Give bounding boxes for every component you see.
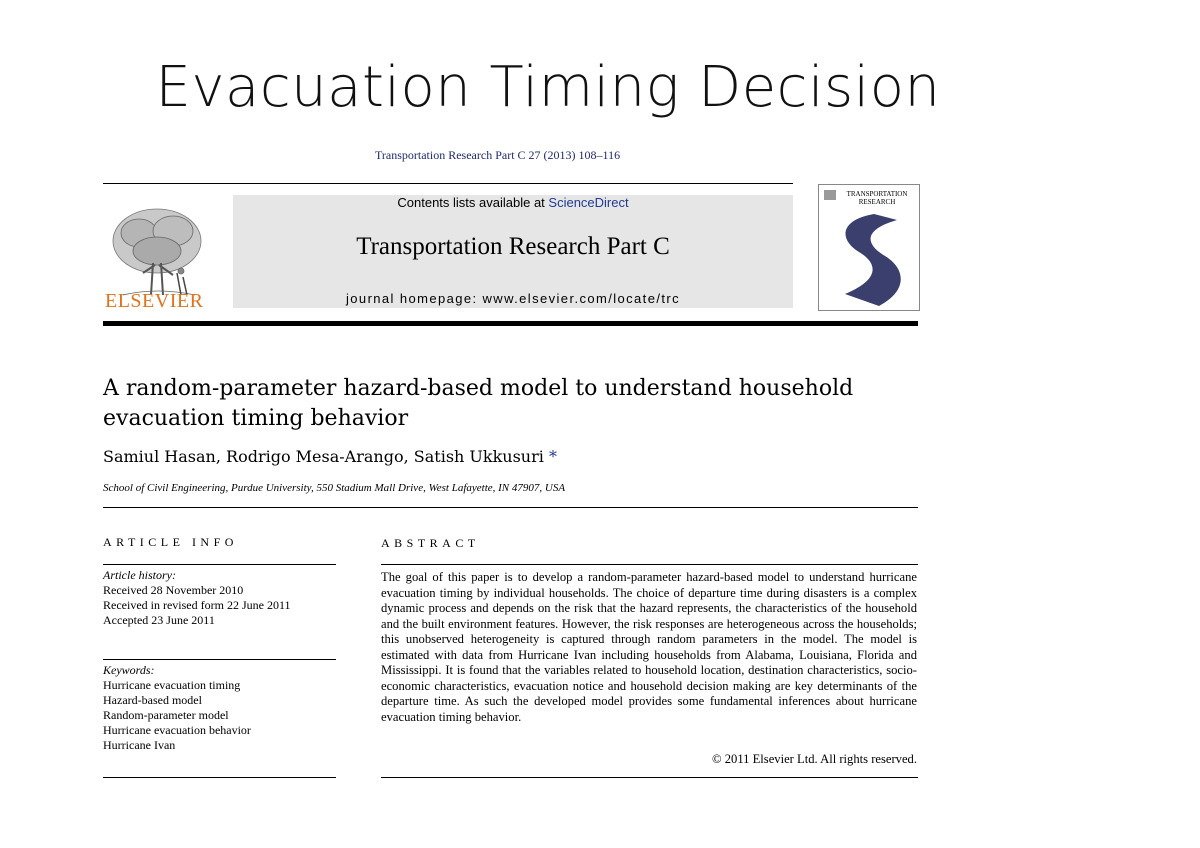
keyword-item: Hazard-based model	[103, 693, 202, 707]
article-info-rule	[103, 564, 336, 565]
journal-homepage[interactable]: journal homepage: www.elsevier.com/locate/trc	[346, 291, 680, 306]
keyword-item: Hurricane Ivan	[103, 738, 176, 752]
top-rule	[103, 183, 793, 184]
authors-names: Samiul Hasan, Rodrigo Mesa-Arango, Satish Ukkusuri	[103, 447, 544, 466]
abstract-text: The goal of this paper is to develop a random-parameter hazard-based model to understand hurricane evacuation timing by individual households. The choice of departure time during disasters is a complex dynamic process and depends on the risk that the hazard represents, the characteristics of the household and the built environment features. However, the risk responses are heterogeneous across the households; this unobserved heterogeneity is captured through random parameters in the model. The model is estimated with data from Hurricane Ivan including households from Alabama, Louisiana, Florida and Mississippi. It is found that the variables related to household location, destination characteristics, socio-economic characteristics, evacuation notice and household decision making are key determinants of the departure time. As such the developed model provides some fundamental inferences about hurricane evacuation timing behavior.	[381, 570, 917, 724]
copyright-notice: © 2011 Elsevier Ltd. All rights reserved.	[712, 752, 917, 766]
abstract-bottom-rule	[381, 777, 918, 778]
affiliation: School of Civil Engineering, Purdue University, 550 Stadium Mall Drive, West Lafayette, IN 47907, USA	[103, 482, 566, 494]
author-list	[103, 447, 557, 466]
sciencedirect-link[interactable]: ScienceDirect	[548, 195, 629, 210]
keywords-rule	[103, 659, 336, 660]
header-thick-rule	[103, 321, 918, 326]
corresponding-author-mark[interactable]: *	[548, 447, 557, 466]
article-info-bottom-rule	[103, 777, 336, 778]
keyword-item: Hurricane evacuation behavior	[103, 723, 251, 737]
keywords-label: Keywords:	[103, 663, 155, 677]
article-history	[103, 568, 291, 628]
abstract-rule-top	[381, 564, 918, 565]
affiliation-rule	[103, 507, 918, 508]
keyword-item: Random-parameter model	[103, 708, 229, 722]
abstract-heading: ABSTRACT	[381, 536, 480, 550]
article-info-heading: ARTICLE INFO	[103, 535, 238, 549]
history-label: Article history:	[103, 568, 176, 582]
cover-logo-icon	[824, 190, 836, 200]
keywords	[103, 663, 251, 753]
cover-road-wave-icon	[819, 210, 919, 310]
journal-header-box	[233, 195, 793, 308]
elsevier-wordmark: ELSEVIER	[105, 290, 204, 312]
contents-prefix: Contents lists available at	[397, 195, 549, 210]
history-accepted: Accepted 23 June 2011	[103, 613, 215, 627]
history-revised: Received in revised form 22 June 2011	[103, 598, 291, 612]
paper-title-line-2: evacuation timing behavior	[103, 406, 409, 431]
paper-title-line-1: A random-parameter hazard-based model to understand household	[103, 376, 854, 401]
paper-title	[103, 374, 923, 434]
cover-title: TRANSPORTATION RESEARCH	[846, 190, 908, 206]
journal-citation[interactable]: Transportation Research Part C 27 (2013) 108–116	[375, 148, 621, 162]
slide-title: Evacuation Timing Decision	[155, 55, 941, 120]
history-received: Received 28 November 2010	[103, 583, 244, 597]
journal-cover	[818, 184, 920, 311]
keyword-item: Hurricane evacuation timing	[103, 678, 241, 692]
contents-line	[233, 195, 793, 210]
journal-name: Transportation Research Part C	[356, 233, 670, 260]
